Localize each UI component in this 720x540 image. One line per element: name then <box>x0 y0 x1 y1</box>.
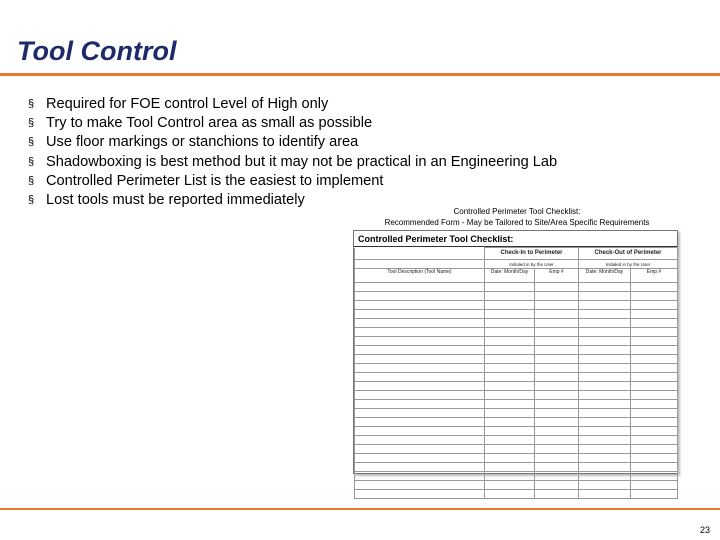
table-cell <box>485 319 535 328</box>
table-cell <box>535 346 579 355</box>
table-cell <box>535 310 579 319</box>
date-in-header: Date: Month/Day <box>485 269 535 283</box>
form-header: Controlled Perimeter Tool Checklist: <box>354 231 677 247</box>
table-cell <box>355 436 485 445</box>
table-cell <box>579 427 631 436</box>
table-row <box>355 373 678 382</box>
emp-out-header: Emp # <box>631 269 678 283</box>
table-cell <box>485 382 535 391</box>
table-cell <box>631 382 678 391</box>
table-cell <box>579 409 631 418</box>
bullet-text: Lost tools must be reported immediately <box>46 192 305 209</box>
bullet-text: Try to make Tool Control area as small as possible <box>46 115 373 132</box>
table-cell <box>535 382 579 391</box>
table-cell <box>355 355 485 364</box>
table-cell <box>535 445 579 454</box>
table-cell <box>485 364 535 373</box>
table-cell <box>355 248 485 260</box>
table-cell <box>355 391 485 400</box>
table-cell <box>631 463 678 472</box>
bullet-text: Required for FOE control Level of High only <box>46 96 329 112</box>
table-cell <box>579 301 631 310</box>
table-cell <box>535 427 579 436</box>
table-cell <box>355 427 485 436</box>
table-cell <box>535 418 579 427</box>
bullet-icon: § <box>28 194 35 207</box>
table-cell <box>535 328 579 337</box>
table-row <box>355 248 678 260</box>
slide-title: Tool Control <box>17 36 177 66</box>
bullet-text: Shadowboxing is best method but it may not be practical in an Engineering Lab <box>46 153 558 170</box>
checklist-table <box>354 247 678 499</box>
table-cell <box>631 445 678 454</box>
table-cell <box>355 283 485 292</box>
table-row <box>355 310 678 319</box>
bullet-icon: § <box>28 136 35 149</box>
table-cell <box>579 445 631 454</box>
table-cell <box>535 364 579 373</box>
top-divider <box>0 73 720 76</box>
table-row <box>355 418 678 427</box>
table-cell <box>535 481 579 490</box>
table-cell <box>535 373 579 382</box>
table-cell <box>355 481 485 490</box>
table-cell <box>355 373 485 382</box>
table-row <box>355 427 678 436</box>
table-cell <box>631 409 678 418</box>
date-out-header: Date: Month/Day <box>579 269 631 283</box>
table-cell <box>631 364 678 373</box>
table-row <box>355 481 678 490</box>
table-row <box>355 301 678 310</box>
table-cell <box>631 373 678 382</box>
table-cell <box>579 436 631 445</box>
table-cell <box>485 355 535 364</box>
table-cell <box>631 490 678 499</box>
table-cell <box>535 301 579 310</box>
table-row <box>355 454 678 463</box>
table-cell <box>485 481 535 490</box>
table-row <box>355 269 678 283</box>
table-cell <box>485 301 535 310</box>
table-cell <box>355 418 485 427</box>
table-cell <box>355 292 485 301</box>
table-cell <box>579 292 631 301</box>
table-row <box>355 319 678 328</box>
table-cell <box>631 481 678 490</box>
table-cell <box>355 310 485 319</box>
table-cell <box>631 328 678 337</box>
table-row <box>355 283 678 292</box>
bullet-item <box>28 133 557 152</box>
page-number: 23 <box>699 525 710 535</box>
table-cell <box>535 463 579 472</box>
table-row <box>355 346 678 355</box>
table-cell <box>579 481 631 490</box>
check-in-subheader: Initialed in by the User <box>485 260 579 269</box>
table-cell <box>579 400 631 409</box>
table-cell <box>631 436 678 445</box>
table-cell <box>485 409 535 418</box>
table-cell <box>355 260 485 269</box>
table-cell <box>579 283 631 292</box>
table-cell <box>579 364 631 373</box>
table-cell <box>485 292 535 301</box>
table-cell <box>355 445 485 454</box>
table-cell <box>535 400 579 409</box>
table-cell <box>579 463 631 472</box>
table-cell <box>485 283 535 292</box>
table-cell <box>579 454 631 463</box>
table-cell <box>355 490 485 499</box>
emp-in-header: Emp # <box>535 269 579 283</box>
bullet-item <box>28 172 557 191</box>
form-caption-line1: Controlled Perimeter Tool Checklist: <box>453 207 581 216</box>
form-caption <box>352 206 682 228</box>
table-row <box>355 490 678 499</box>
table-row <box>355 328 678 337</box>
table-cell <box>579 391 631 400</box>
bullet-icon: § <box>28 98 35 110</box>
table-cell <box>631 337 678 346</box>
bullet-item <box>28 153 557 172</box>
bullet-icon: § <box>28 155 35 168</box>
table-cell <box>485 472 535 481</box>
table-cell <box>631 454 678 463</box>
table-row <box>355 436 678 445</box>
table-cell <box>355 319 485 328</box>
table-row <box>355 292 678 301</box>
bullet-list <box>28 95 557 210</box>
table-cell <box>631 310 678 319</box>
table-row <box>355 400 678 409</box>
table-row <box>355 409 678 418</box>
table-cell <box>579 382 631 391</box>
table-cell <box>535 454 579 463</box>
table-cell <box>579 310 631 319</box>
table-cell <box>579 418 631 427</box>
table-cell <box>631 427 678 436</box>
table-cell <box>485 328 535 337</box>
table-cell <box>579 337 631 346</box>
table-cell <box>485 454 535 463</box>
table-cell <box>631 355 678 364</box>
table-cell <box>355 463 485 472</box>
table-cell <box>485 445 535 454</box>
table-cell <box>535 319 579 328</box>
table-cell <box>535 355 579 364</box>
table-cell <box>485 391 535 400</box>
table-cell <box>579 490 631 499</box>
table-cell <box>485 310 535 319</box>
table-cell <box>631 319 678 328</box>
check-in-header: Check-In to Perimeter <box>485 248 579 260</box>
table-cell <box>485 373 535 382</box>
table-cell <box>579 346 631 355</box>
table-cell <box>535 391 579 400</box>
form-caption-line2: Recommended Form - May be Tailored to Site/Area Specific Requirements <box>384 218 650 227</box>
table-cell <box>535 283 579 292</box>
table-cell <box>355 409 485 418</box>
table-cell <box>355 337 485 346</box>
table-cell <box>631 472 678 481</box>
table-row <box>355 445 678 454</box>
table-cell <box>485 427 535 436</box>
table-row <box>355 391 678 400</box>
check-out-header: Check-Out of Perimeter <box>579 248 678 260</box>
table-cell <box>355 454 485 463</box>
table-cell <box>579 328 631 337</box>
table-cell <box>579 472 631 481</box>
table-cell <box>355 472 485 481</box>
table-row <box>355 463 678 472</box>
table-cell <box>579 355 631 364</box>
table-cell <box>355 400 485 409</box>
bullet-item <box>28 95 557 114</box>
table-cell <box>355 328 485 337</box>
table-cell <box>485 337 535 346</box>
table-row <box>355 355 678 364</box>
table-row <box>355 472 678 481</box>
table-cell <box>579 319 631 328</box>
table-cell <box>631 418 678 427</box>
table-cell <box>631 301 678 310</box>
table-cell <box>631 400 678 409</box>
table-row <box>355 337 678 346</box>
table-cell <box>485 400 535 409</box>
table-cell <box>355 346 485 355</box>
table-row <box>355 364 678 373</box>
checklist-form-image <box>353 230 678 474</box>
table-cell <box>355 382 485 391</box>
table-cell <box>631 283 678 292</box>
table-cell <box>535 337 579 346</box>
bullet-text: Use floor markings or stanchions to identify area <box>46 134 359 151</box>
table-cell <box>485 436 535 445</box>
table-cell <box>631 391 678 400</box>
table-row <box>355 260 678 269</box>
bottom-divider <box>0 508 720 510</box>
tool-description-header: Tool Description (Tool Name) <box>355 269 485 283</box>
table-cell <box>631 346 678 355</box>
table-cell <box>485 418 535 427</box>
table-cell <box>535 472 579 481</box>
table-cell <box>355 301 485 310</box>
table-cell <box>485 490 535 499</box>
table-cell <box>485 346 535 355</box>
table-row <box>355 382 678 391</box>
bullet-icon: § <box>28 117 35 130</box>
table-cell <box>535 490 579 499</box>
check-out-subheader: Initialed in by the User <box>579 260 678 269</box>
table-cell <box>579 373 631 382</box>
table-cell <box>535 436 579 445</box>
bullet-icon: § <box>28 174 35 187</box>
table-cell <box>485 463 535 472</box>
table-cell <box>631 292 678 301</box>
table-cell <box>355 364 485 373</box>
bullet-text: Controlled Perimeter List is the easiest to implement <box>46 172 384 189</box>
table-cell <box>535 409 579 418</box>
bullet-item <box>28 114 557 133</box>
table-cell <box>535 292 579 301</box>
